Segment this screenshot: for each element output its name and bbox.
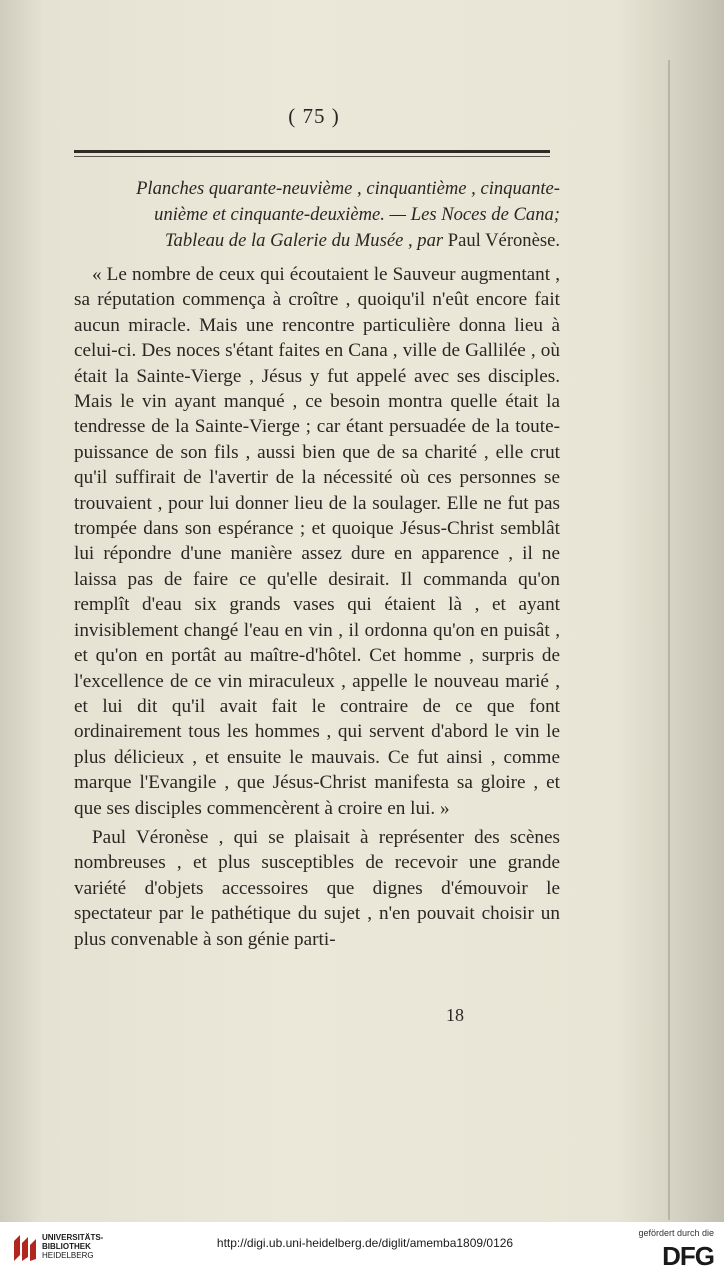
permalink-url[interactable]: http://digi.ub.uni-heidelberg.de/diglit/amemba1809/0126 <box>216 1236 514 1250</box>
header-rule-thin <box>74 156 550 157</box>
heading-line-2: unième et cinquante-deuxième. — Les Noces de Cana; <box>154 204 560 225</box>
heading-line-3 <box>60 228 560 254</box>
book-page <box>60 0 568 1222</box>
library-name-line: UNIVERSITÄTS- <box>42 1233 104 1242</box>
heading-line-1: Planches quarante-neuvième , cinquantième , cinquante- <box>136 178 560 199</box>
signature-mark: 18 <box>446 1005 464 1025</box>
page-number: ( 75 ) <box>288 104 340 128</box>
dfg-logo: DFG <box>662 1241 714 1271</box>
library-logo-icon <box>8 1231 42 1265</box>
heading-line-3-italic: Tableau de la Galerie du Musée , par <box>164 230 448 251</box>
library-name <box>42 1233 103 1260</box>
library-name-line: BIBLIOTHEK <box>42 1242 91 1251</box>
paragraph: « Le nombre de ceux qui écoutaient le Sauveur augmentant , sa réputation commença à croître , quoiqu'il n'eût encore fait aucun miracle. Mais une rencontre particulière donna lieu à celui-ci. Des noces s'étant faites en Cana , ville de Gallilée , où était la Sainte-Vierge , Jésus y fut appelé avec ses disciples. Mais le vin ayant manqué , ce besoin montra quelle était la tendresse de la Sainte-Vierge ; car étant persuadée de la toute-puissance de son fils , aussi bien que de sa charité , elle crut qu'il suffirait de l'avertir de la nécessité où ces personnes se trouvaient , pour lui donner lieu de la soulager. Elle ne fut pas trompée dans son espérance ; et quoique Jésus-Christ semblât lui répondre d'une manière assez dure en apparence , il ne laissa pas de faire ce qu'elle desirait. Il commanda qu'on remplît d'eau six grands vases qui étaient là , et ayant invisiblement changé l'eau en vin , il ordonna qu'on en puisât , et qu'on en portât au maître-d'hôtel. Cet homme , surpris de l'excellence de ce vin miraculeux , appelle le nouveau marié , et lui dit qu'il avait fait le contraire de ce que font ordinairement tous les hommes , qui servent d'abord le vin le plus délicieux , et ensuite le mauvais. Ce fut ainsi , comme marque l'Evangile , que Jésus-Christ manifesta sa gloire , et que ses disciples commencèrent à croire en lui. » <box>74 264 560 819</box>
viewer-footer <box>0 1222 724 1274</box>
sponsor-text: gefördert durch die <box>638 1228 714 1238</box>
page-edge <box>668 60 670 1220</box>
heading-line-3-roman: Paul Véronèse. <box>447 230 560 251</box>
header-rule <box>74 150 550 153</box>
paragraph: Paul Véronèse , qui se plaisait à représenter des scènes nombreuses , et plus susceptibles de recevoir une grande variété d'objets accessoires que dignes d'émouvoir le spectateur par le pathétique du sujet , n'en pouvait choisir un plus convenable à son génie parti- <box>74 826 560 950</box>
chapter-heading <box>60 176 560 254</box>
library-name-line: HEIDELBERG <box>42 1251 94 1260</box>
body-text <box>74 262 560 952</box>
